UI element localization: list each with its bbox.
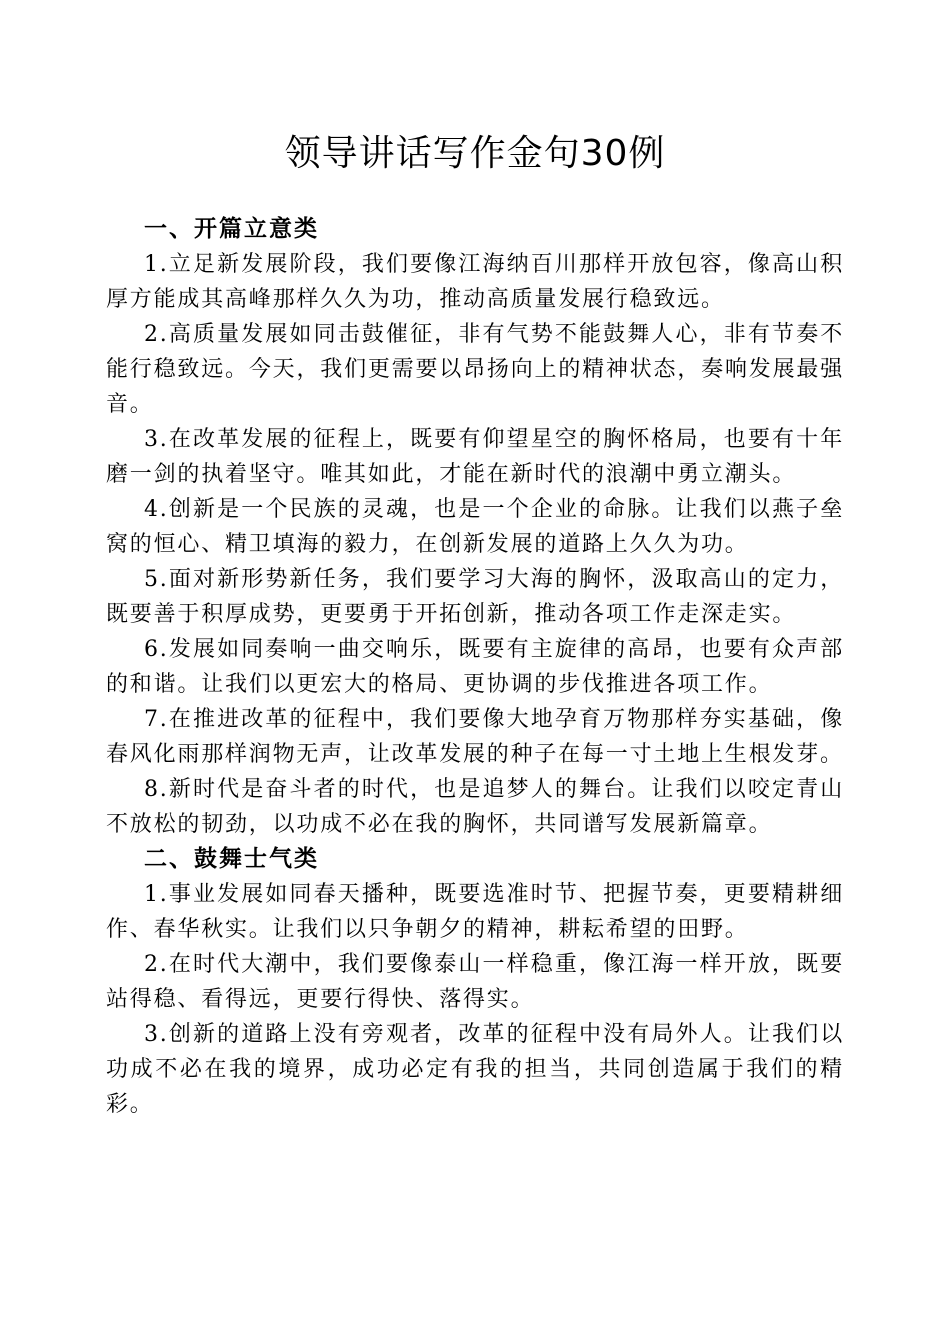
document-title: 领导讲话写作金句30例 — [284, 133, 666, 174]
section-heading-1: 一、开篇立意类 — [144, 216, 319, 242]
paragraph: 1.立足新发展阶段，我们要像江海纳百川那样开放包容，像高山积厚方能成其高峰那样久久为功，推动高质量发展行稳致远。 — [106, 252, 844, 312]
paragraph: 3.在改革发展的征程上，既要有仰望星空的胸怀格局，也要有十年磨一剑的执着坚守。唯其如此，才能在新时代的浪潮中勇立潮头。 — [106, 427, 844, 487]
paragraph: 5.面对新形势新任务，我们要学习大海的胸怀，汲取高山的定力，既要善于积厚成势，更要勇于开拓创新，推动各项工作走深走实。 — [106, 567, 844, 627]
paragraph: 8.新时代是奋斗者的时代，也是追梦人的舞台。让我们以咬定青山不放松的韧劲，以功成不必在我的胸怀，共同谱写发展新篇章。 — [106, 777, 844, 837]
paragraph: 4.创新是一个民族的灵魂，也是一个企业的命脉。让我们以燕子垒窝的恒心、精卫填海的毅力，在创新发展的道路上久久为功。 — [106, 497, 844, 557]
paragraph: 7.在推进改革的征程中，我们要像大地孕育万物那样夯实基础，像春风化雨那样润物无声，让改革发展的种子在每一寸土地上生根发芽。 — [106, 707, 844, 767]
paragraph: 2.高质量发展如同击鼓催征，非有气势不能鼓舞人心，非有节奏不能行稳致远。今天，我们更需要以昂扬向上的精神状态，奏响发展最强音。 — [106, 322, 844, 417]
paragraph: 6.发展如同奏响一曲交响乐，既要有主旋律的高昂，也要有众声部的和谐。让我们以更宏大的格局、更协调的步伐推进各项工作。 — [106, 637, 844, 697]
paragraph: 3.创新的道路上没有旁观者，改革的征程中没有局外人。让我们以功成不必在我的境界，成功必定有我的担当，共同创造属于我们的精彩。 — [106, 1022, 844, 1117]
section-heading-2: 二、鼓舞士气类 — [144, 846, 319, 872]
document-body — [106, 212, 844, 1122]
paragraph: 1.事业发展如同春天播种，既要选准时节、把握节奏，更要精耕细作、春华秋实。让我们以只争朝夕的精神，耕耘希望的田野。 — [106, 882, 844, 942]
paragraph: 2.在时代大潮中，我们要像泰山一样稳重，像江海一样开放，既要站得稳、看得远，更要行得快、落得实。 — [106, 952, 844, 1012]
